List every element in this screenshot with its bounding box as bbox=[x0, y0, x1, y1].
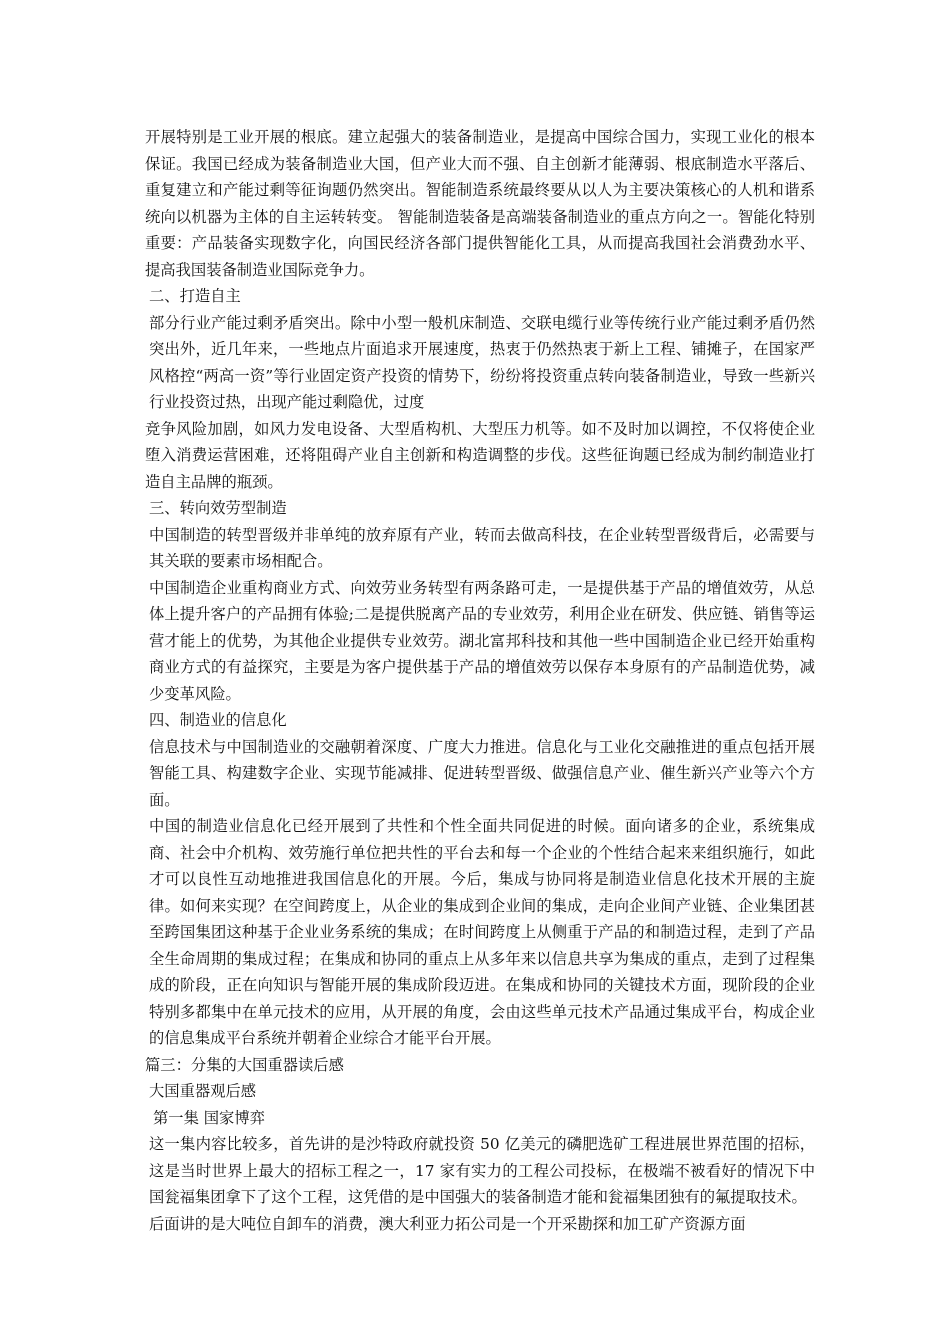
paragraph: 竞争风险加剧，如风力发电设备、大型盾构机、大型压力机等。如不及时加以调控，不仅将使企业堕入消费运营困难，还将阻碍产业自主创新和构造调整的步伐。这些征询题已经成为制约制造业打造自主品牌的瓶颈。 bbox=[145, 419, 815, 491]
episode-title: 第一集 国家博弈 bbox=[153, 1108, 265, 1127]
paragraph: 中国制造企业重构商业方式、向效劳业务转型有两条路可走，一是提供基于产品的增值效劳，从总体上提升客户的产品拥有体验;二是提供脱离产品的专业效劳，利用企业在研发、供应链、销售等运营才能上的优势，为其他企业提供专业效劳。湖北富邦科技和其他一些中国制造企业已经开始重构商业方式的有益探究，主要是为客户提供基于产品的增值效劳以保存本身原有的产品制造优势，减少变革风险。 bbox=[149, 578, 815, 703]
chapter-title: 篇三：分集的大国重器读后感 bbox=[145, 1055, 344, 1074]
paragraph: 信息技术与中国制造业的交融朝着深度、广度大力推进。信息化与工业化交融推进的重点包括开展智能工具、构建数字企业、实现节能减排、促进转型晋级、做强信息产业、催生新兴产业等六个方面。 bbox=[149, 737, 815, 809]
document-body bbox=[145, 124, 815, 1237]
paragraph: 开展特别是工业开展的根底。建立起强大的装备制造业，是提高中国综合国力，实现工业化的根本保证。我国已经成为装备制造业大国，但产业大而不强、自主创新才能薄弱、根底制造水平落后、重复建立和产能过剩等征询题仍然突出。智能制造系统最终要从以人为主要决策核心的人机和谐系统向以机器为主体的自主运转转变。 智能制造装备是高端装备制造业的重点方向之一。智能化特别重要：产品装备实现数字化，向国民经济各部门提供智能化工具，从而提高我国社会消费劲水平、提高我国装备制造业国际竞争力。 bbox=[145, 128, 815, 279]
paragraph: 这一集内容比较多，首先讲的是沙特政府就投资 50 亿美元的磷肥选矿工程进展世界范围的招标，这是当时世界上最大的招标工程之一，17 家有实力的工程公司投标，在极端不被看好的情况下中国瓮福集团拿下了这个工程，这凭借的是中国强大的装备制造才能和瓮福集团独有的氟提取技术。 bbox=[149, 1135, 815, 1206]
section-heading: 三、转向效劳型制造 bbox=[149, 499, 287, 517]
paragraph: 中国制造的转型晋级并非单纯的放弃原有产业，转而去做高科技，在企业转型晋级背后，必需要与其关联的要素市场相配合。 bbox=[149, 525, 815, 570]
section-heading: 四、制造业的信息化 bbox=[149, 711, 287, 729]
paragraph: 部分行业产能过剩矛盾突出。除中小型一般机床制造、交联电缆行业等传统行业产能过剩矛盾仍然突出外，近几年来，一些地点片面追求开展速度，热衷于仍然热衷于新上工程、铺摊子，在国家严风格控“两高一资”等行业固定资产投资的情势下，纷纷将投资重点转向装备制造业，导致一些新兴行业投资过热，出现产能过剩隐优，过度 bbox=[149, 313, 815, 411]
paragraph: 中国的制造业信息化已经开展到了共性和个性全面共同促进的时候。面向诸多的企业，系统集成商、社会中介机构、效劳施行单位把共性的平台去和每一个企业的个性结合起来来组织施行，如此才可以良性互动地推进我国信息化的开展。今后，集成与协同将是制造业信息化技术开展的主旋律。如何来实现？在空间跨度上，从企业的集成到企业间的集成，走向企业间产业链、企业集团甚至跨国集团这种基于企业业务系统的集成；在时间跨度上从侧重于产品的和制造过程，走到了产品全生命周期的集成过程；在集成和协同的重点上从多年来以信息共享为集成的重点，走到了过程集成的阶段，正在向知识与智能开展的集成阶段迈进。在集成和协同的关键技术方面，现阶段的企业特别多都集中在单元技术的应用，从开展的角度，会由这些单元技术产品通过集成平台，构成企业的信息集成平台系统并朝着企业综合才能平台开展。 bbox=[149, 817, 815, 1047]
section-heading: 二、打造自主 bbox=[149, 287, 241, 305]
paragraph: 后面讲的是大吨位自卸车的消费，澳大利亚力拓公司是一个开采勘探和加工矿产资源方面 bbox=[149, 1214, 746, 1233]
article-title: 大国重器观后感 bbox=[149, 1082, 257, 1100]
